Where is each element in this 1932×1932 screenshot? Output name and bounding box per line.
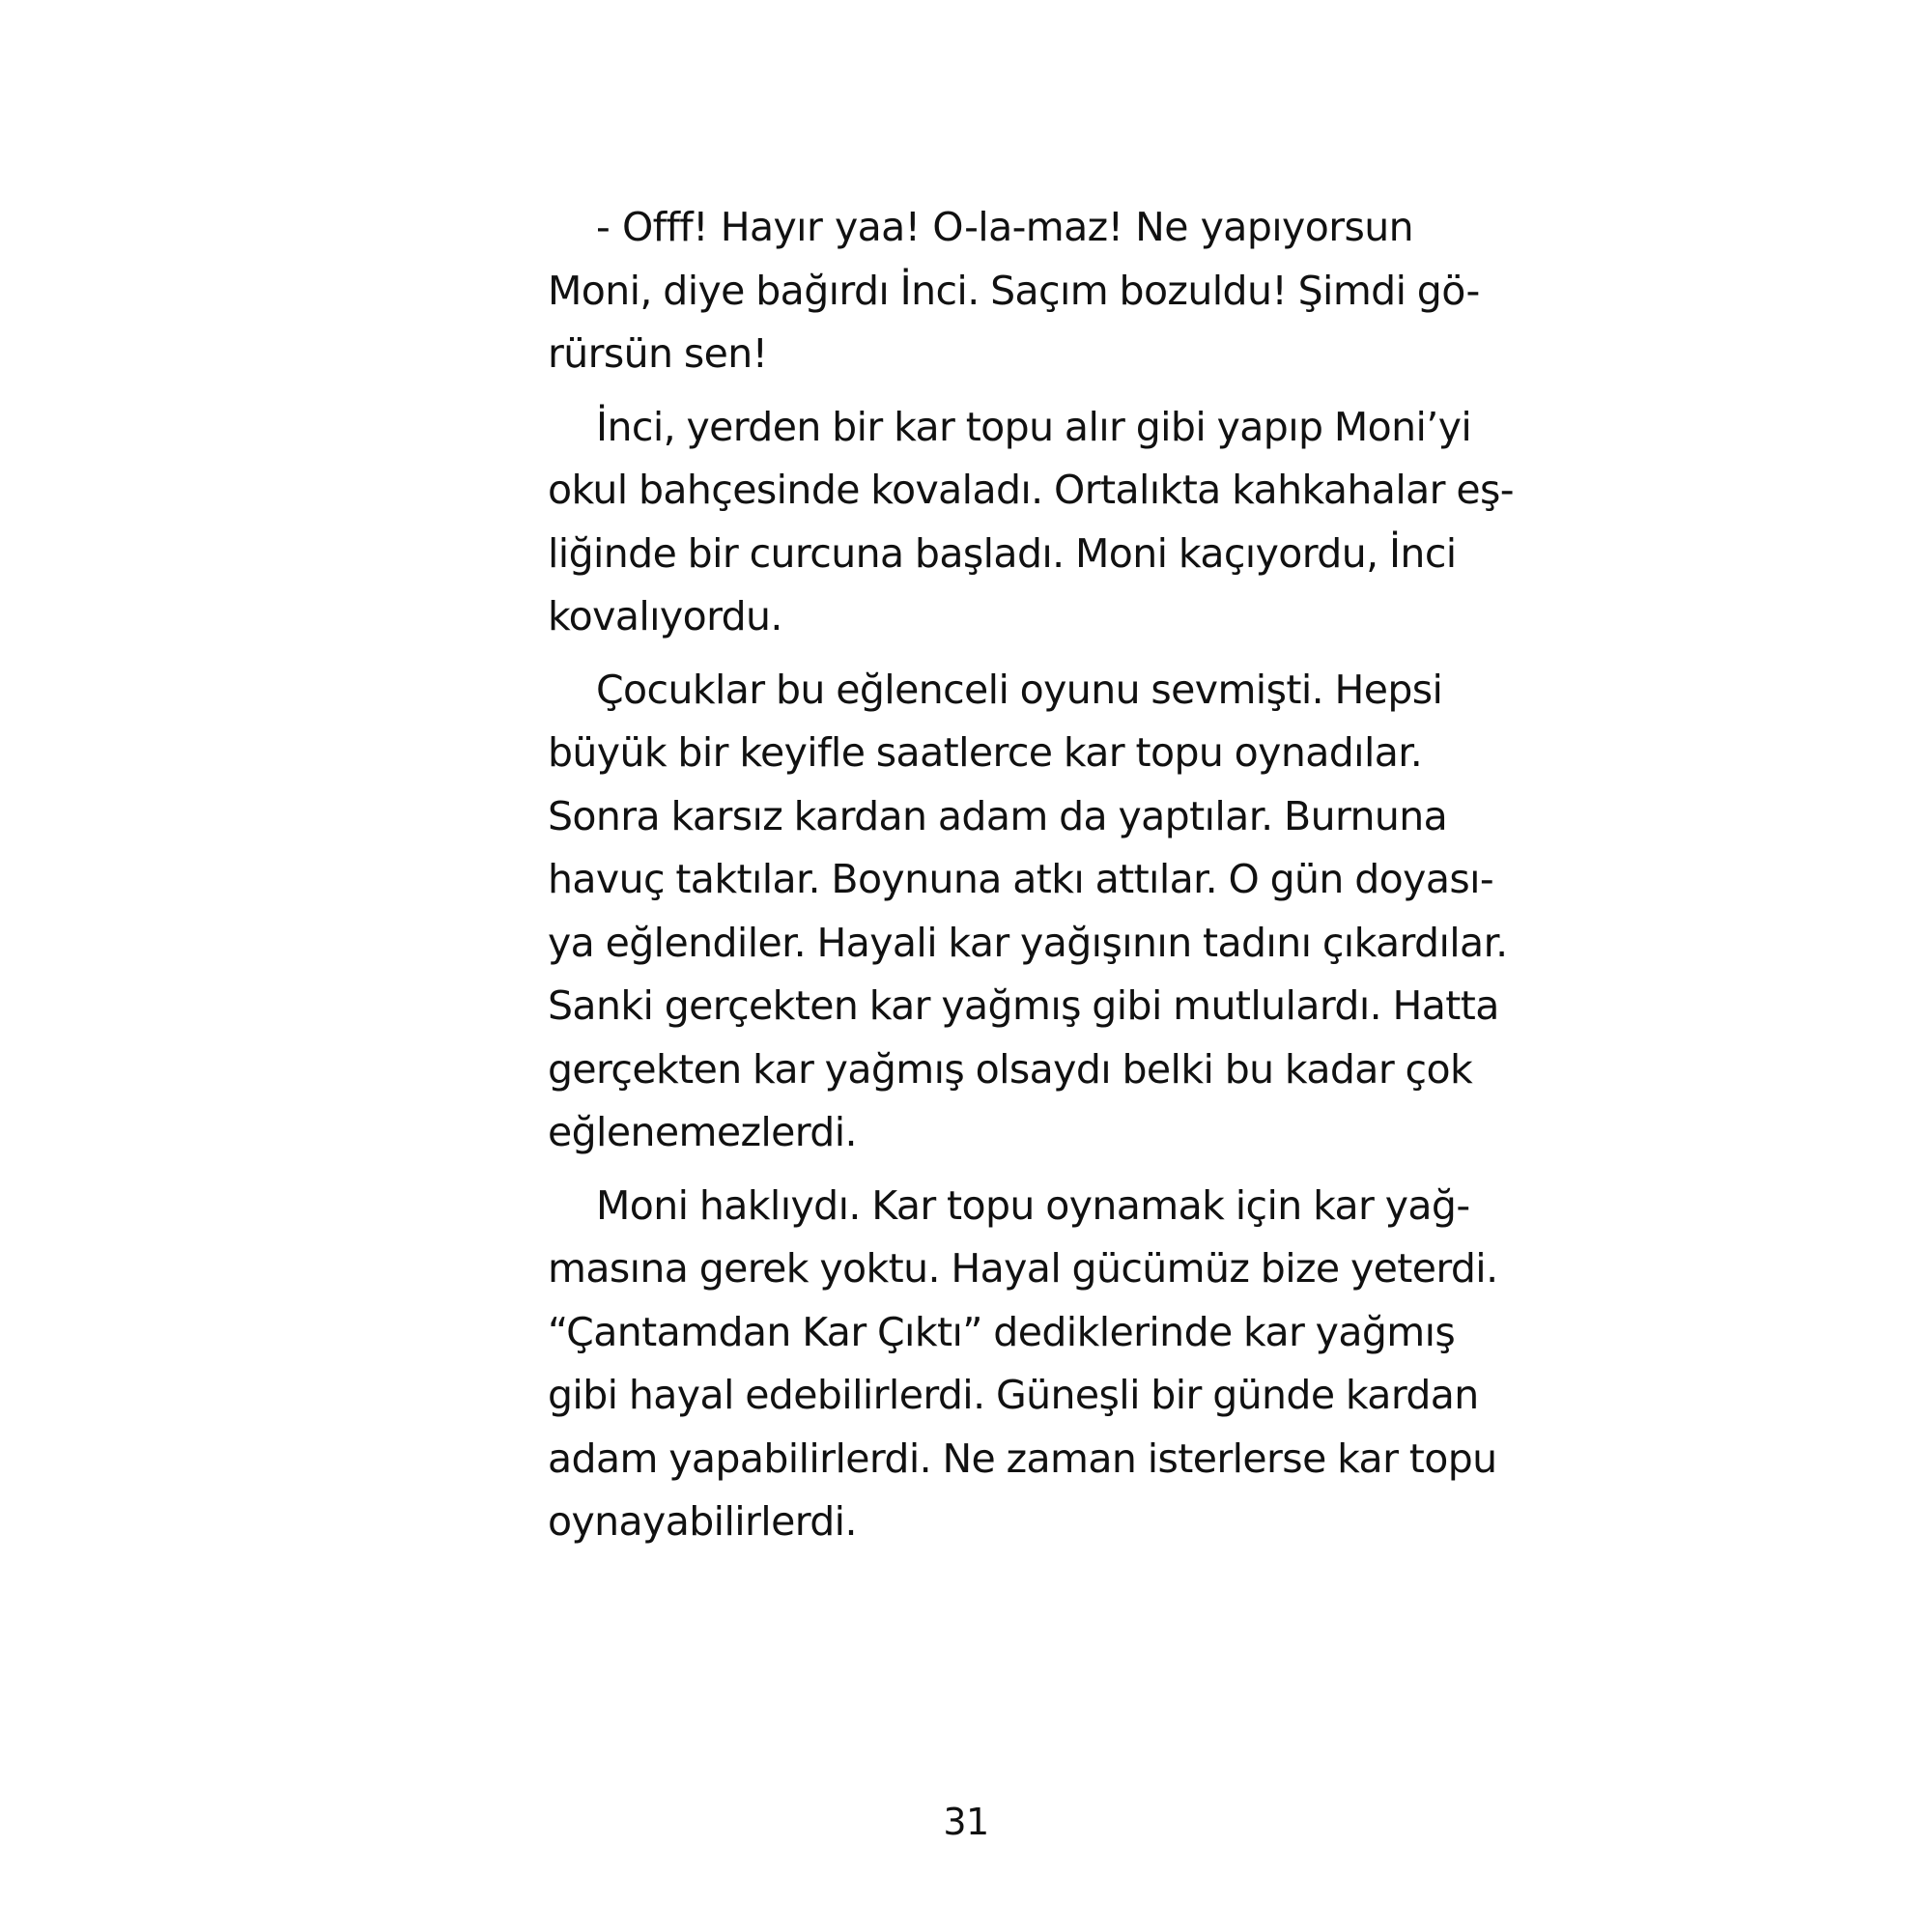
text-line: oynayabilirlerdi. bbox=[548, 1498, 857, 1545]
paragraph-1 bbox=[548, 196, 1480, 386]
text-line: Moni haklıydı. Kar topu oynamak için kar yağ- bbox=[596, 1181, 1470, 1229]
text-line: liğinde bir curcuna başladı. Moni kaçıyordu, İnci bbox=[548, 529, 1457, 577]
text-line: rürsün sen! bbox=[548, 330, 768, 377]
text-line: adam yapabilirlerdi. Ne zaman isterlerse kar topu bbox=[548, 1435, 1497, 1482]
paragraph-4 bbox=[548, 1175, 1498, 1554]
text-line: “Çantamdan Kar Çıktı” dediklerinde kar yağmış bbox=[548, 1308, 1456, 1355]
text-line: Sonra karsız kardan adam da yaptılar. Burnuna bbox=[548, 792, 1448, 839]
page-number: 31 bbox=[943, 1801, 989, 1843]
text-line: büyük bir keyifle saatlerce kar topu oynadılar. bbox=[548, 729, 1423, 776]
text-line: gibi hayal edebilirlerdi. Güneşli bir günde kardan bbox=[548, 1372, 1479, 1418]
text-line: Moni, diye bağırdı İnci. Saçım bozuldu! Şimdi gö- bbox=[548, 267, 1480, 314]
text-line: okul bahçesinde kovaladı. Ortalıkta kahkahalar eş- bbox=[548, 467, 1514, 513]
text-line: - Offf! Hayır yaa! O-la-maz! Ne yapıyorsun bbox=[596, 204, 1413, 250]
text-line: Sanki gerçekten kar yağmış gibi mutlulardı. Hatta bbox=[548, 982, 1499, 1029]
text-line: İnci, yerden bir kar topu alır gibi yapıp Moni’yi bbox=[596, 403, 1472, 450]
paragraph-2 bbox=[548, 396, 1514, 649]
text-line: gerçekten kar yağmış olsaydı belki bu kadar çok bbox=[548, 1045, 1473, 1093]
text-line: ya eğlendiler. Hayali kar yağışının tadını çıkardılar. bbox=[548, 919, 1508, 966]
text-line: havuç taktılar. Boynuna atkı attılar. O gün doyası- bbox=[548, 856, 1494, 902]
paragraph-3 bbox=[548, 659, 1508, 1165]
text-line: masına gerek yoktu. Hayal gücümüz bize yeterdi. bbox=[548, 1245, 1498, 1292]
text-line: kovalıyordu. bbox=[548, 593, 782, 639]
text-line: Çocuklar bu eğlenceli oyunu sevmişti. Hepsi bbox=[596, 666, 1443, 713]
body-text bbox=[548, 196, 1514, 1564]
text-line: eğlenemezlerdi. bbox=[548, 1109, 857, 1155]
